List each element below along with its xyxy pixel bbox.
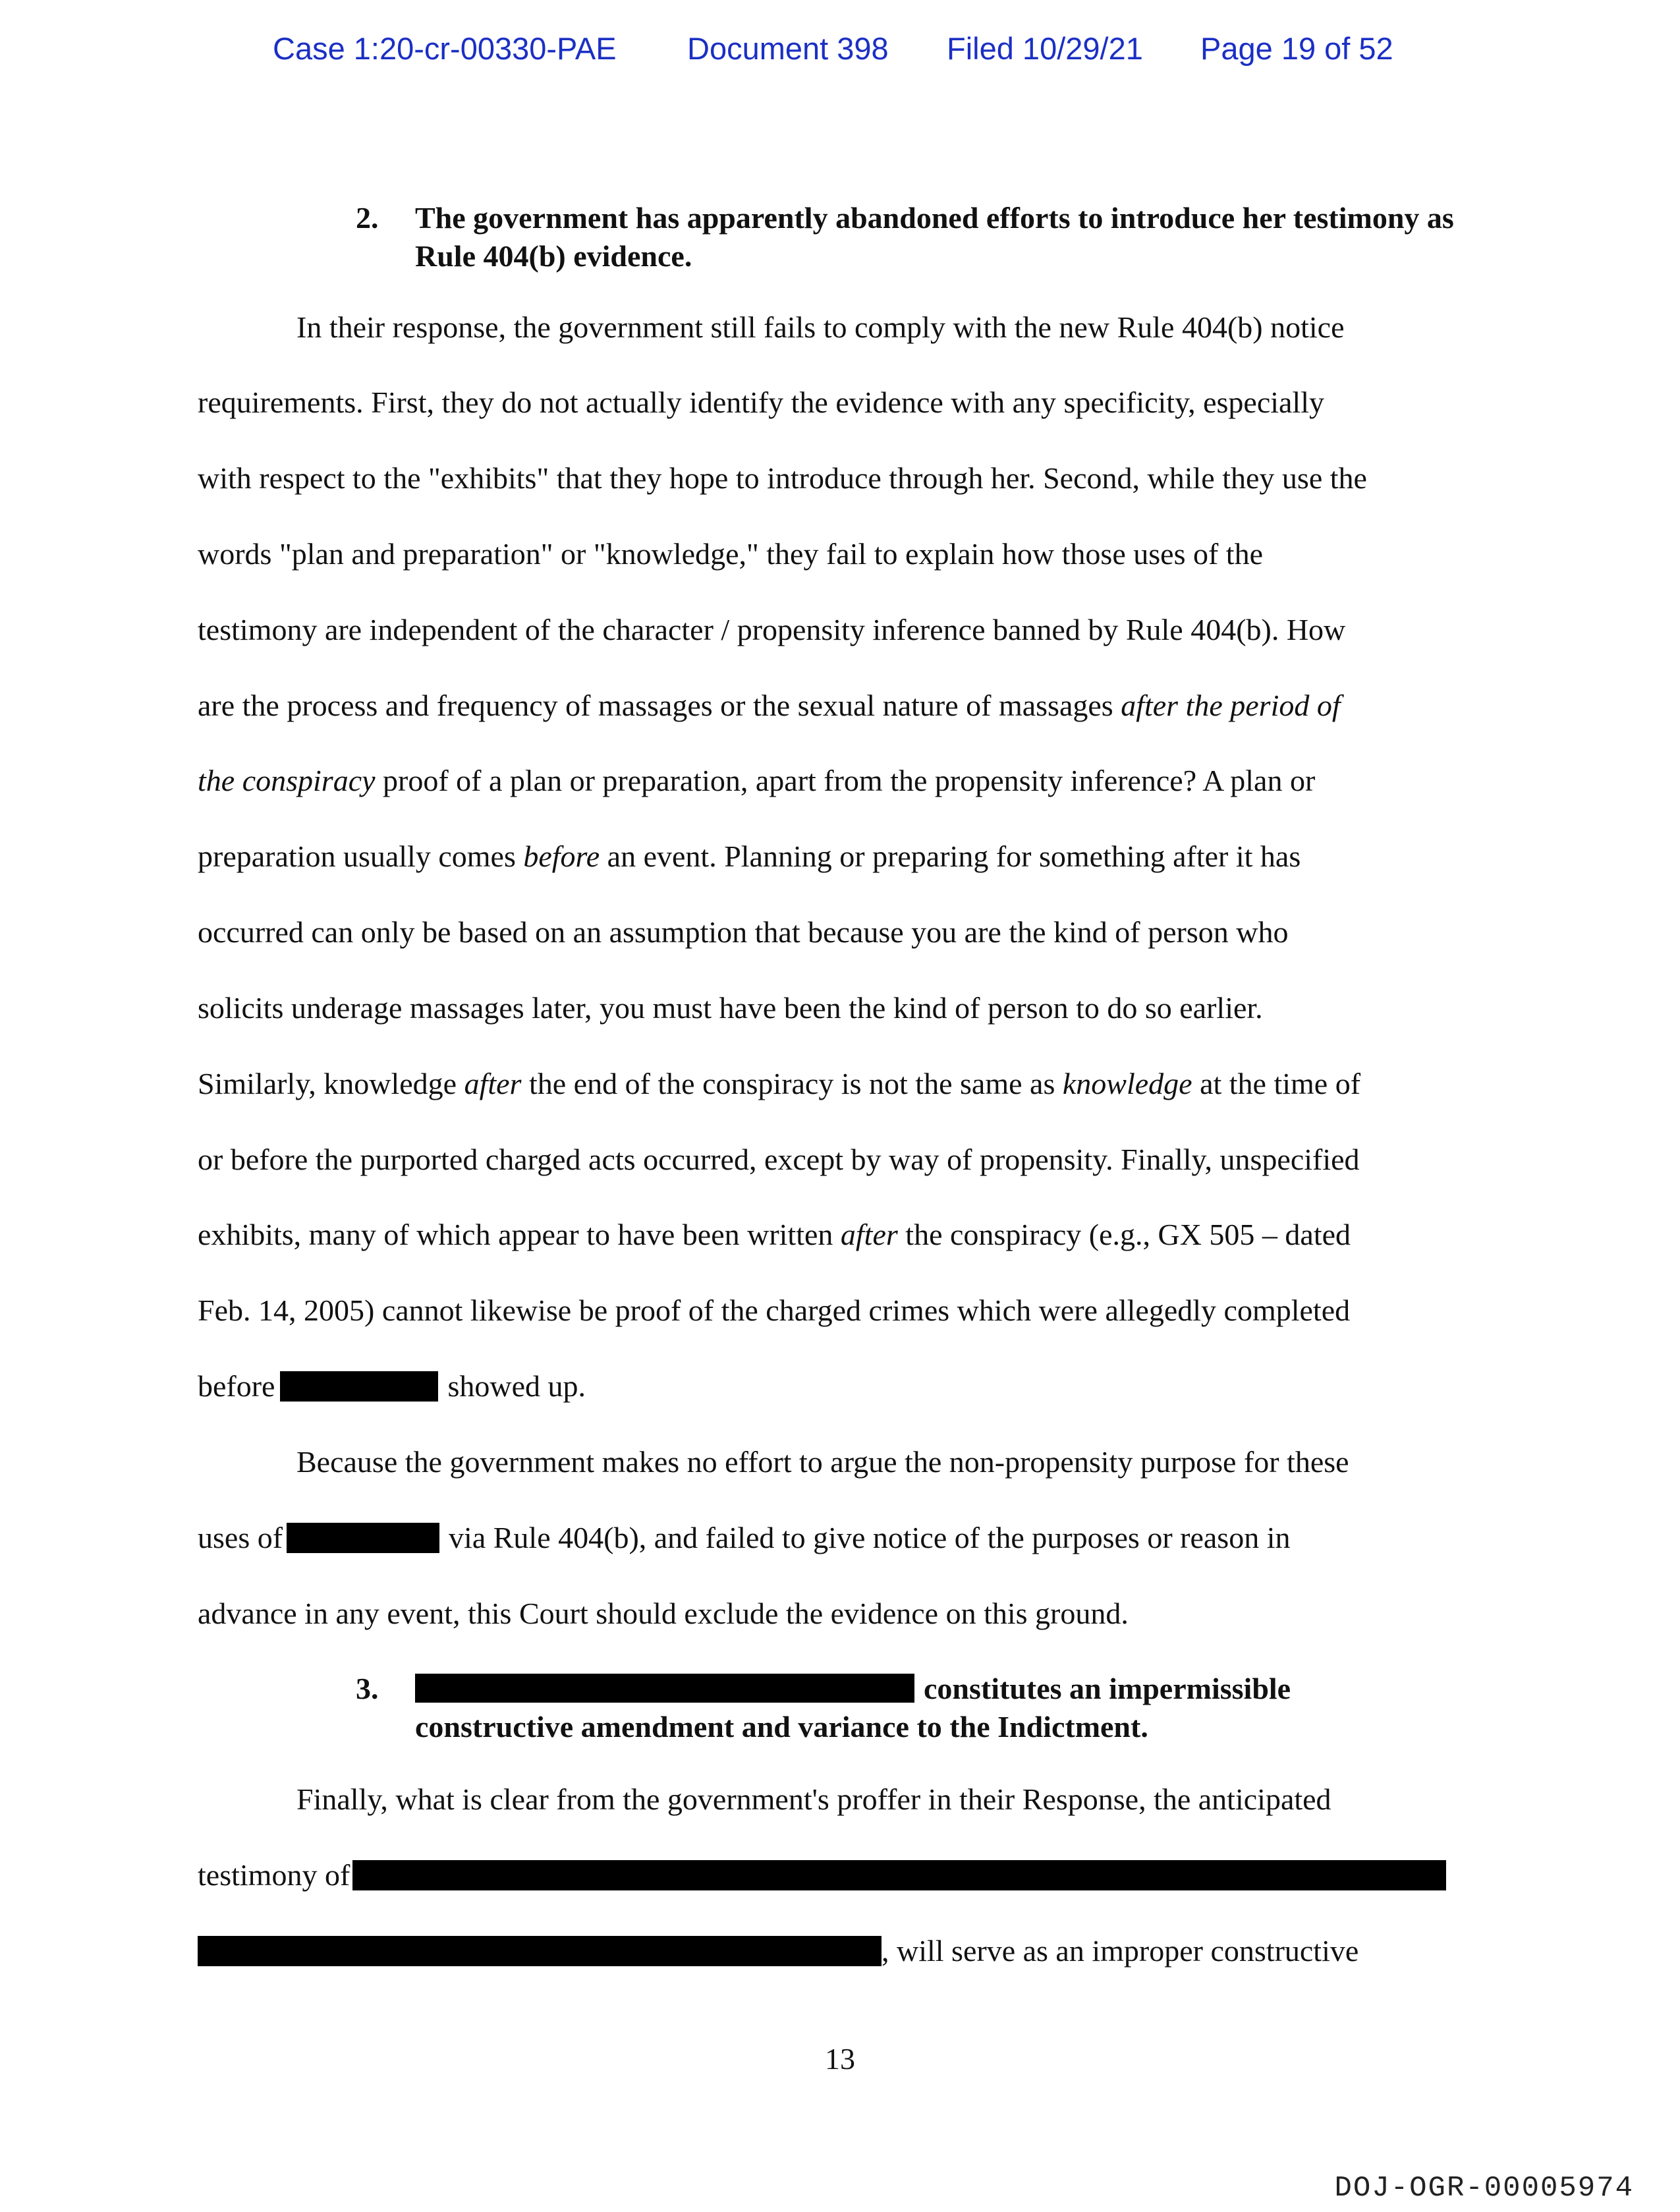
body-line: testimony are independent of the character / propensity inference banned by Rule 404(b). How [198, 613, 1346, 646]
section-number: 2. [356, 201, 379, 235]
body-line: advance in any event, this Court should exclude the evidence on this ground. [198, 1597, 1129, 1630]
body-line: with respect to the "exhibits" that they hope to introduce through her. Second, while they use the [198, 461, 1367, 495]
text-run: exhibits, many of which appear to have been written [198, 1218, 841, 1251]
body-line [198, 1856, 1446, 1894]
italic-text: after the period of [1121, 689, 1341, 722]
page-number: 13 [825, 2042, 855, 2076]
body-line: Finally, what is clear from the government's proffer in their Response, the anticipated [296, 1782, 1331, 1816]
italic-text: the conspiracy [198, 764, 376, 797]
text-run: uses of [198, 1521, 283, 1554]
text-run: testimony of [198, 1858, 350, 1892]
redaction-bar [352, 1860, 1446, 1890]
text-run: proof of a plan or preparation, apart from the propensity inference? A plan or [375, 764, 1316, 797]
document-number: Document 398 [687, 31, 889, 66]
body-line [198, 1932, 1358, 1970]
text-run: are the process and frequency of massages or the sexual nature of massages [198, 689, 1121, 722]
body-line: Because the government makes no effort to argue the non-propensity purpose for these [296, 1445, 1349, 1479]
text-run: showed up. [447, 1369, 586, 1403]
text-run: the conspiracy (e.g., GX 505 – dated [897, 1218, 1351, 1251]
section-title: The government has apparently abandoned efforts to introduce her testimony as Rule 404(b) evidence. [415, 201, 1454, 273]
italic-text: before [523, 839, 600, 873]
text-run: the end of the conspiracy is not the same as [521, 1067, 1063, 1100]
section-number: 3. [356, 1672, 379, 1705]
redaction-bar [280, 1371, 438, 1402]
text-run: an event. Planning or preparing for something after it has [600, 839, 1301, 873]
text-run: at the time of [1192, 1067, 1361, 1100]
page-indicator: Page 19 of 52 [1200, 31, 1393, 66]
body-line: words "plan and preparation" or "knowledge," they fail to explain how those uses of the [198, 537, 1263, 571]
body-line: In their response, the government still fails to comply with the new Rule 404(b) notice [296, 310, 1345, 344]
body-line [198, 1065, 1360, 1103]
body-line: solicits underage massages later, you must have been the kind of person to do so earlier. [198, 991, 1263, 1025]
redaction-bar [287, 1523, 439, 1553]
redaction-bar [198, 1936, 882, 1966]
body-line [198, 1367, 586, 1405]
body-line: occurred can only be based on an assumption that because you are the kind of person who [198, 915, 1289, 949]
text-run: constitutes an impermissible [924, 1672, 1291, 1705]
body-line [198, 1519, 1290, 1557]
bates-number: DOJ-OGR-00005974 [1334, 2172, 1634, 2205]
body-line: Feb. 14, 2005) cannot likewise be proof of the charged crimes which were allegedly completed [198, 1293, 1351, 1327]
italic-text: after [464, 1067, 522, 1100]
body-line: requirements. First, they do not actually identify the evidence with any specificity, especially [198, 385, 1324, 419]
text-run: via Rule 404(b), and failed to give notice of the purposes or reason in [449, 1521, 1291, 1554]
filed-date: Filed 10/29/21 [947, 31, 1143, 66]
text-run: preparation usually comes [198, 839, 524, 873]
italic-text: knowledge [1062, 1067, 1192, 1100]
body-line: or before the purported charged acts occurred, except by way of propensity. Finally, unspecified [198, 1143, 1360, 1176]
text-run: , will serve as an improper constructive [882, 1934, 1359, 1968]
case-number: Case 1:20-cr-00330-PAE [273, 31, 617, 66]
text-run: Similarly, knowledge [198, 1067, 464, 1100]
body-line [198, 687, 1341, 725]
text-run: constructive amendment and variance to the Indictment. [415, 1710, 1148, 1744]
section-title [415, 1670, 1469, 1746]
text-run: before [198, 1369, 275, 1403]
body-line [198, 762, 1315, 800]
body-line [198, 837, 1301, 876]
italic-text: after [840, 1218, 898, 1251]
redaction-bar [415, 1674, 914, 1703]
body-line [198, 1216, 1351, 1254]
